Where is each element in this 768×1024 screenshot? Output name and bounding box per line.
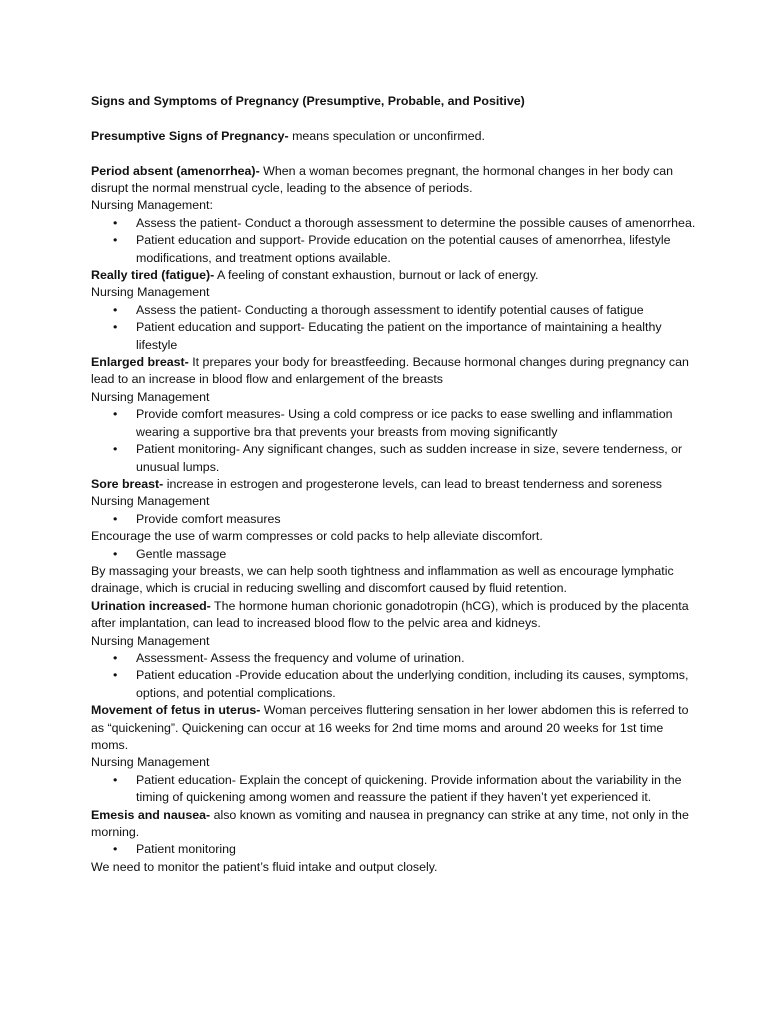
sign-description: A feeling of constant exhaustion, burnout or lack of energy.: [214, 268, 539, 283]
bullet-glyph: •: [113, 302, 118, 317]
sign-description: When a woman becomes pregnant, the hormonal changes in her body can disrupt the normal menstrual cycle, leading to the absence of periods.: [91, 163, 673, 195]
sign-term: Emesis and nausea-: [91, 807, 211, 822]
sign-paragraph: [91, 476, 698, 493]
bullet-list: [91, 546, 698, 563]
nursing-management-label: Nursing Management: [91, 633, 210, 648]
bullet-glyph: •: [113, 233, 118, 248]
bullet-item: [91, 441, 698, 476]
bullet-glyph: •: [113, 546, 118, 561]
bullet-text: Patient education and support- Provide education on the potential causes of amenorrhea, lifestyle modifications, and treatment options available.: [136, 233, 671, 265]
bullet-glyph: •: [113, 842, 118, 857]
sign-term: Period absent (amenorrhea)-: [91, 163, 260, 178]
sign-paragraph: [91, 354, 698, 389]
bullet-item: [91, 841, 698, 858]
bullet-glyph: •: [113, 442, 118, 457]
bullet-text: Patient education -Provide education about the underlying condition, including its causes, symptoms, options, and potential complications.: [136, 668, 689, 700]
bullet-text: Provide comfort measures: [136, 511, 281, 526]
bullet-glyph: •: [113, 215, 118, 230]
sign-paragraph: [91, 163, 698, 198]
bullet-item: [91, 319, 698, 354]
bullet-item: [91, 546, 698, 563]
bullet-glyph: •: [113, 407, 118, 422]
bullet-item: [91, 406, 698, 441]
nursing-management-label: Nursing Management:: [91, 198, 213, 213]
sign-term: Enlarged breast-: [91, 355, 189, 370]
bullet-text: Assessment- Assess the frequency and volume of urination.: [136, 650, 465, 665]
bullet-item: [91, 511, 698, 528]
document-title: Signs and Symptoms of Pregnancy (Presumptive, Probable, and Positive): [91, 94, 525, 108]
nursing-management-label: Nursing Management: [91, 389, 210, 404]
presumptive-text: means speculation or unconfirmed.: [288, 128, 485, 143]
bullet-list: [91, 772, 698, 807]
bullet-text: Gentle massage: [136, 546, 227, 561]
bullet-glyph: •: [113, 668, 118, 683]
nursing-management-label: Nursing Management: [91, 755, 210, 770]
bullet-text: Provide comfort measures- Using a cold compress or ice packs to ease swelling and inflammation wearing a supportive bra that prevents your breasts from moving significantly: [136, 407, 673, 439]
body-text: Encourage the use of warm compresses or cold packs to help alleviate discomfort.: [91, 529, 543, 544]
nursing-management-label: Nursing Management: [91, 494, 210, 509]
bullet-text: Patient monitoring: [136, 842, 236, 857]
sign-description: also known as vomiting and nausea in pregnancy can strike at any time, not only in the morning.: [91, 807, 689, 840]
bullet-text: Patient monitoring- Any significant changes, such as sudden increase in size, severe tenderness, or unusual lumps.: [136, 442, 683, 474]
bullet-text: Patient education- Explain the concept of quickening. Provide information about the variability in the timing of quickening among women and reassure the patient if they haven’t yet experienced it.: [136, 772, 682, 805]
sign-term: Sore breast-: [91, 476, 164, 491]
nursing-management-label: Nursing Management: [91, 285, 210, 300]
bullet-list: [91, 215, 698, 267]
bullet-list: [91, 841, 698, 858]
sign-paragraph: [91, 598, 698, 633]
bullet-item: [91, 772, 698, 807]
sign-description: The hormone human chorionic gonadotropin (hCG), which is produced by the placenta after implantation, can lead to increased blood flow to the pelvic area and kidneys.: [91, 598, 689, 631]
bullet-glyph: •: [113, 772, 118, 787]
bullet-text: Assess the patient- Conducting a thorough assessment to identify potential causes of fatigue: [136, 302, 644, 317]
sign-description: It prepares your body for breastfeeding. Because hormonal changes during pregnancy can lead to an increase in blood flow and enlargement of the breasts: [91, 355, 689, 387]
bullet-item: [91, 650, 698, 667]
presumptive-term: Presumptive Signs of Pregnancy-: [91, 128, 289, 143]
bullet-item: [91, 667, 698, 702]
bullet-glyph: •: [113, 511, 118, 526]
bullet-list: [91, 406, 698, 476]
blank-line: [91, 110, 698, 127]
bullet-item: [91, 232, 698, 267]
bullet-item: [91, 215, 698, 232]
sign-paragraph: [91, 267, 698, 284]
bullet-list: [91, 511, 698, 528]
sign-paragraph: [91, 702, 698, 754]
bullet-list: [91, 302, 698, 354]
sign-term: Movement of fetus in uterus-: [91, 703, 261, 718]
body-text: By massaging your breasts, we can help sooth tightness and inflammation as well as encourage lymphatic drainage, which is crucial in reducing swelling and discomfort caused by fluid retention.: [91, 563, 674, 596]
bullet-text: Assess the patient- Conduct a thorough assessment to determine the possible causes of amenorrhea.: [136, 215, 696, 230]
presumptive-definition: [91, 128, 698, 145]
bullet-list: [91, 650, 698, 702]
bullet-item: [91, 302, 698, 319]
sign-term: Urination increased-: [91, 598, 211, 613]
sign-paragraph: [91, 807, 698, 842]
sign-description: increase in estrogen and progesterone levels, can lead to breast tenderness and soreness: [163, 476, 663, 491]
bullet-glyph: •: [113, 320, 118, 335]
bullet-text: Patient education and support- Educating the patient on the importance of maintaining a healthy lifestyle: [136, 320, 662, 352]
sign-description: Woman perceives fluttering sensation in her lower abdomen this is referred to as “quickening”. Quickening can occur at 16 weeks for 2nd time moms and around 20 weeks for 1st time moms.: [91, 703, 689, 752]
bullet-glyph: •: [113, 650, 118, 665]
body-text: We need to monitor the patient’s fluid intake and output closely.: [91, 859, 438, 874]
blank-line: [91, 145, 698, 162]
sign-term: Really tired (fatigue)-: [91, 268, 215, 283]
